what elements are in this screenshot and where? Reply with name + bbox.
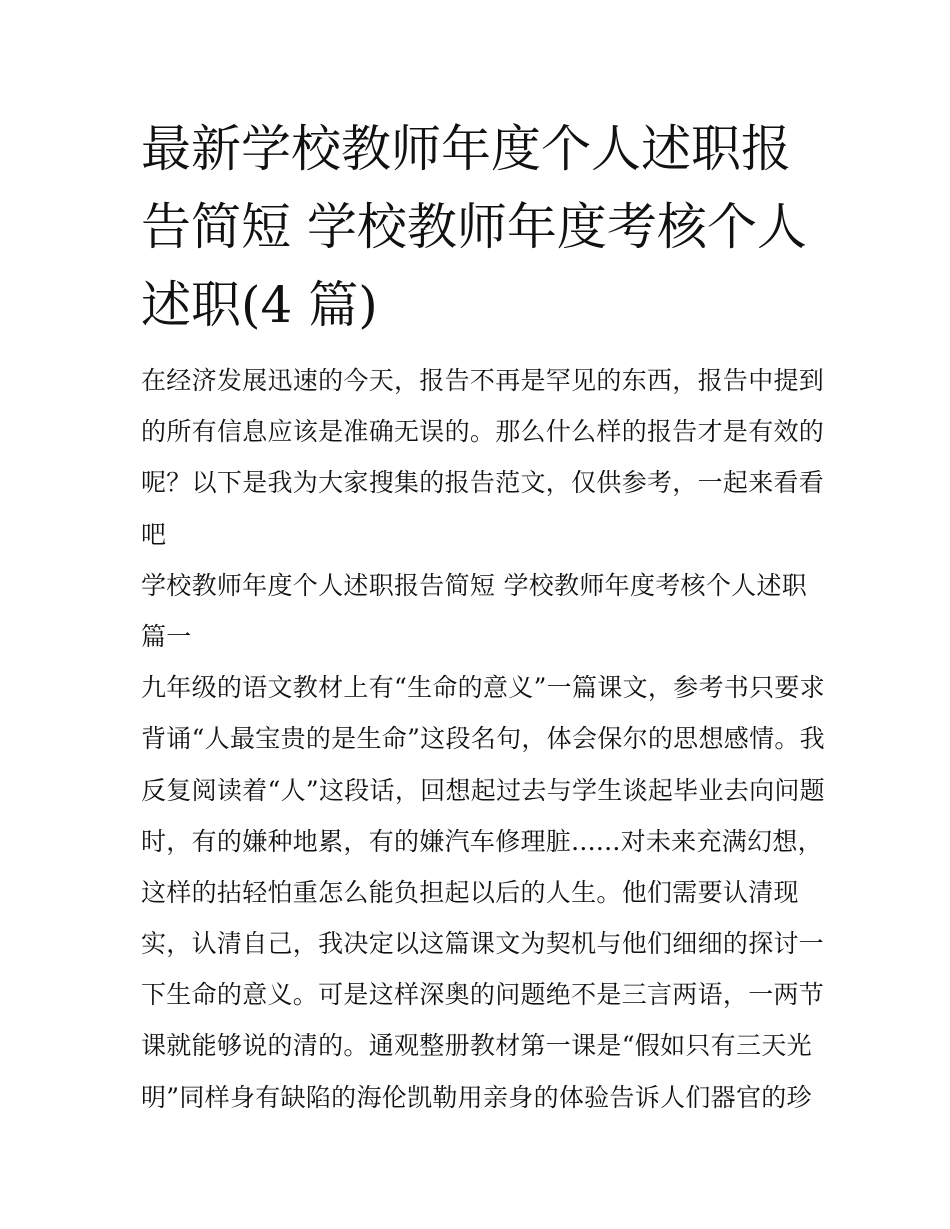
paragraph-line: 课就能够说的清的。通观整册教材第一课是“假如只有三天光 [141,1031,812,1061]
document-body [141,355,825,1123]
paragraph-line: 这样的拈轻怕重怎么能负担起以后的人生。他们需要认清现 [141,877,799,907]
intro-line: 吧 [141,519,167,549]
paragraph-line: 明”同样身有缺陷的海伦凯勒用亲身的体验告诉人们器官的珍 [141,1082,812,1112]
paragraph-line: 下生命的意义。可是这样深奥的问题绝不是三言两语，一两节 [141,980,825,1010]
title-line: 述职(4 篇) [141,276,378,334]
paragraph-line: 时，有的嫌种地累，有的嫌汽车修理脏......对未来充满幻想， [141,826,823,856]
paragraph-line: 反复阅读着“人”这段话，回想起过去与学生谈起毕业去向问题 [141,775,825,805]
document-title [141,110,821,344]
paragraph-line: 背诵“人最宝贵的是生命”这段名句，体会保尔的思想感情。我 [141,724,825,754]
intro-line: 的所有信息应该是准确无误的。那么什么样的报告才是有效的 [141,417,825,447]
title-line: 最新学校教师年度个人述职报 [141,120,791,178]
intro-line: 在经济发展迅速的今天，报告不再是罕见的东西，报告中提到 [141,366,825,395]
paragraph-line: 九年级的语文教材上有“生命的意义”一篇课文，参考书只要求 [141,673,825,703]
title-line: 告简短 学校教师年度考核个人 [141,198,807,256]
paragraph-line: 实，认清自己，我决定以这篇课文为契机与他们细细的探讨一 [141,929,825,959]
section-heading-line: 篇一 [141,621,192,651]
section-heading-line: 学校教师年度个人述职报告简短 学校教师年度考核个人述职 [141,570,808,600]
intro-line: 呢？以下是我为大家搜集的报告范文，仅供参考，一起来看看 [141,468,825,498]
